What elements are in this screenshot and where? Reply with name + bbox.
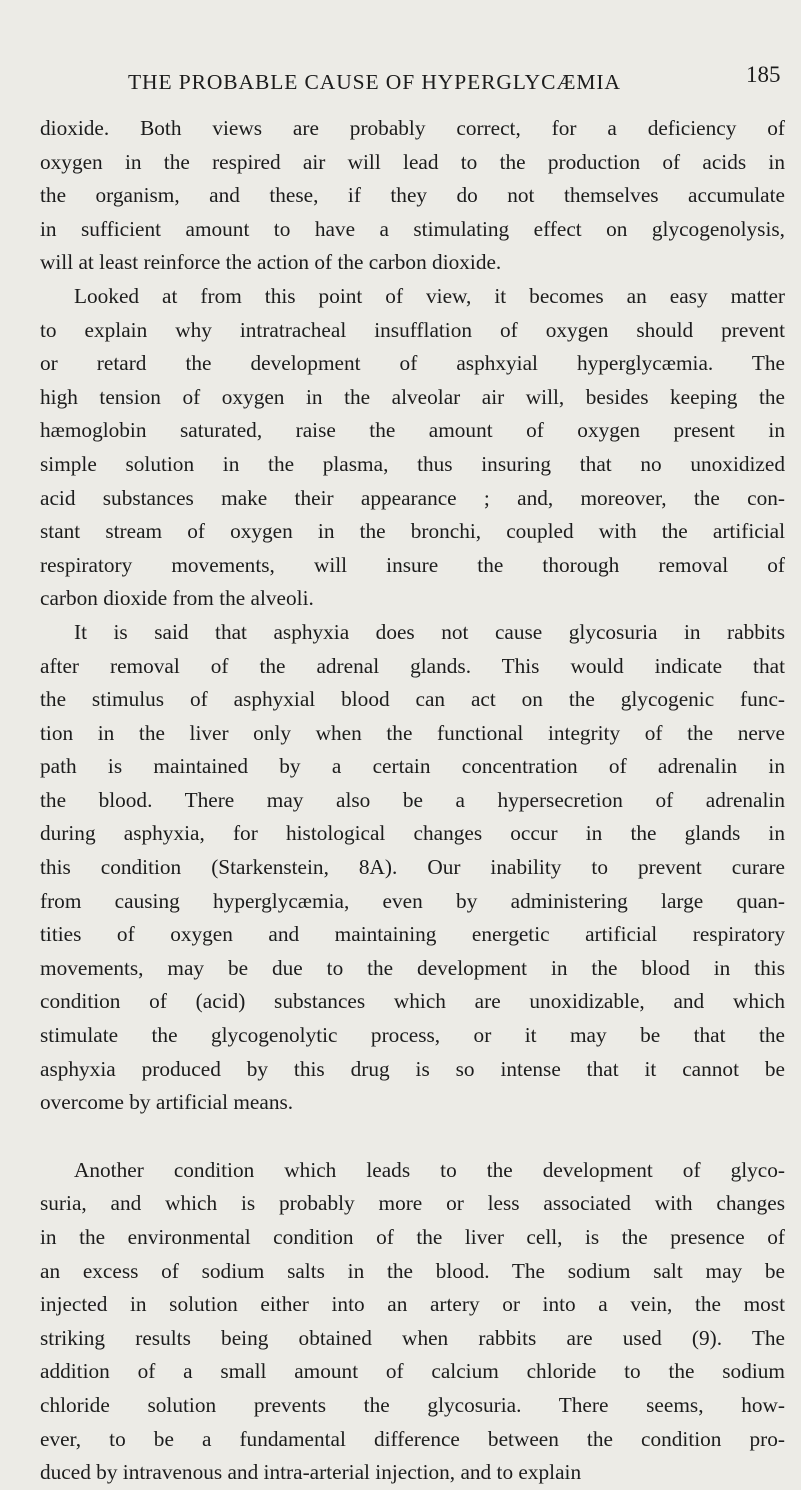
text-line: in sufficient amount to have a stimulating effect on glycogenolysis, bbox=[40, 216, 785, 241]
text-line: carbon dioxide from the alveoli. bbox=[40, 586, 314, 611]
text-line: acid substances make their appearance ; and, moreover, the con- bbox=[40, 485, 785, 510]
text-line: the organism, and these, if they do not themselves accumulate bbox=[40, 183, 785, 208]
text-line: stimulate the glycogenolytic process, or it may be that the bbox=[40, 1023, 785, 1048]
text-line: during asphyxia, for histological changes occur in the glands in bbox=[40, 821, 785, 846]
text-line: Looked at from this point of view, it becomes an easy matter bbox=[74, 283, 785, 308]
text-line: ever, to be a fundamental difference between the condition pro- bbox=[40, 1426, 785, 1451]
text-line: movements, may be due to the development in the blood in this bbox=[40, 955, 785, 980]
text-line: or retard the development of asphxyial hyperglycæmia. The bbox=[40, 351, 785, 376]
text-line: overcome by artificial means. bbox=[40, 1090, 294, 1115]
text-line: this condition (Starkenstein, 8A). Our inability to prevent curare bbox=[40, 855, 785, 880]
text-line: after removal of the adrenal glands. This would indicate that bbox=[40, 653, 785, 678]
text-line: simple solution in the plasma, thus insuring that no unoxidized bbox=[40, 451, 785, 476]
text-line: striking results being obtained when rabbits are used (9). The bbox=[40, 1325, 785, 1350]
page-number: 185 bbox=[746, 62, 781, 87]
text-line: path is maintained by a certain concentration of adrenalin in bbox=[40, 754, 785, 779]
text-line: dioxide. Both views are probably correct, for a deficiency of bbox=[40, 116, 785, 140]
text-line: an excess of sodium salts in the blood. The sodium salt may be bbox=[40, 1258, 785, 1283]
text-line: stant stream of oxygen in the bronchi, coupled with the artificial bbox=[40, 519, 785, 544]
text-line: asphyxia produced by this drug is so intense that it cannot be bbox=[40, 1056, 785, 1081]
text-line: high tension of oxygen in the alveolar air will, besides keeping the bbox=[40, 384, 785, 409]
text-line: It is said that asphyxia does not cause glycosuria in rabbits bbox=[74, 619, 785, 644]
text-line: injected in solution either into an artery or into a vein, the most bbox=[40, 1292, 785, 1317]
text-line: chloride solution prevents the glycosuria. There seems, how- bbox=[40, 1392, 785, 1417]
body-text bbox=[40, 112, 785, 1490]
text-line: will at least reinforce the action of the carbon dioxide. bbox=[40, 250, 502, 275]
text-line: to explain why intratracheal insufflation of oxygen should prevent bbox=[40, 317, 785, 342]
paragraph bbox=[40, 1154, 785, 1490]
text-line: condition of (acid) substances which are unoxidizable, and which bbox=[40, 989, 785, 1014]
text-line: oxygen in the respired air will lead to the production of acids in bbox=[40, 149, 785, 174]
text-line: in the environmental condition of the liver cell, is the presence of bbox=[40, 1225, 785, 1249]
paragraph bbox=[40, 112, 785, 280]
text-line: tities of oxygen and maintaining energetic artificial respiratory bbox=[40, 922, 785, 947]
text-line: duced by intravenous and intra-arterial injection, and to explain bbox=[40, 1460, 582, 1485]
text-line: from causing hyperglycæmia, even by administering large quan- bbox=[40, 888, 785, 913]
text-line: the blood. There may also be a hypersecretion of adrenalin bbox=[40, 787, 785, 812]
running-title: THE PROBABLE CAUSE OF HYPERGLYCÆMIA bbox=[128, 70, 621, 94]
running-head bbox=[128, 58, 788, 98]
text-line: Another condition which leads to the development of glyco- bbox=[74, 1157, 785, 1182]
paragraph bbox=[40, 280, 785, 616]
paragraph bbox=[40, 616, 785, 1120]
text-line: respiratory movements, will insure the thorough removal of bbox=[40, 552, 785, 577]
text-line: tion in the liver only when the functional integrity of the nerve bbox=[40, 720, 785, 745]
text-line: the stimulus of asphyxial blood can act on the glycogenic func- bbox=[40, 687, 785, 712]
text-line: suria, and which is probably more or less associated with changes bbox=[40, 1191, 785, 1216]
text-line: addition of a small amount of calcium chloride to the sodium bbox=[40, 1359, 785, 1384]
text-line: hæmoglobin saturated, raise the amount of oxygen present in bbox=[40, 418, 785, 443]
